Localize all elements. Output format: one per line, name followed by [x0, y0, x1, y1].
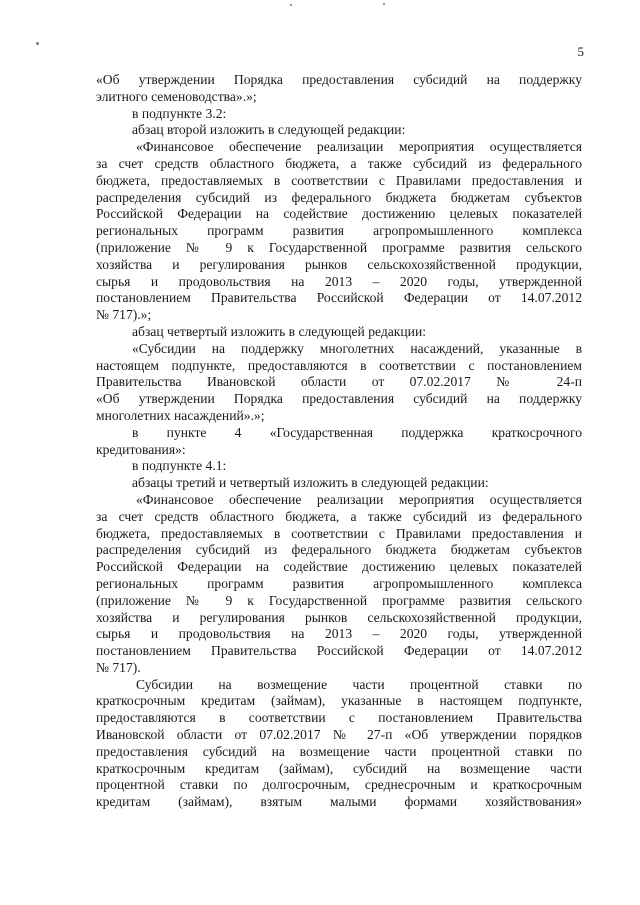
text-line: «Финансовое обеспечение реализации мероприятия осуществляется — [136, 491, 582, 507]
text-line: кредитам (займам), взятым малыми формами хозяйствования» — [96, 794, 582, 810]
text-line: за счет средств областного бюджета, а также субсидий из федерального — [96, 508, 582, 524]
page-number: 5 — [577, 44, 584, 59]
text-line: «Финансовое обеспечение реализации мероприятия осуществляется — [136, 139, 582, 155]
text-line: Ивановской области от 07.02.2017 № 27-п «Об утверждении порядков — [96, 727, 582, 743]
text-line: региональных программ развития агропромышленного комплекса — [96, 223, 582, 239]
text-line: в подпункте 4.1: — [132, 458, 227, 474]
text-line: Субсидии на возмещение части процентной ставки по — [136, 676, 582, 692]
text-line: постановлением Правительства Российской Федерации от 14.07.2012 — [96, 643, 582, 659]
text-line: элитного семеноводства».»; — [96, 88, 257, 104]
text-line: Правительства Ивановской области от 07.02.2017 № 24-п — [96, 374, 582, 390]
text-line: сырья и продовольствия на 2013 – 2020 годы, утвержденной — [96, 273, 582, 289]
text-line: Российской Федерации на содействие достижению целевых показателей — [96, 206, 582, 222]
text-line: «Об утверждении Порядка предоставления субсидий на поддержку — [96, 72, 582, 87]
scan-speck — [383, 3, 385, 5]
text-line: (приложение № 9 к Государственной программе развития сельского — [96, 592, 582, 608]
text-line: абзац второй изложить в следующей редакции: — [132, 122, 406, 138]
text-line: абзацы третий и четвертый изложить в следующей редакции: — [132, 475, 489, 491]
text-line: краткосрочным кредитам (займам), указанные в настоящем подпункте, — [96, 693, 582, 709]
text-line: краткосрочным кредитам (займам), субсидий на возмещение части — [96, 760, 582, 776]
text-line: абзац четвертый изложить в следующей редакции: — [132, 323, 427, 339]
text-line: № 717). — [96, 659, 141, 675]
text-line: в подпункте 3.2: — [132, 105, 227, 121]
scan-speck — [36, 42, 39, 45]
text-line: предоставляются в соответствии с постановлением Правительства — [96, 710, 582, 726]
text-line: (приложение № 9 к Государственной программе развития сельского — [96, 239, 582, 255]
text-line: предоставления субсидий на возмещение части процентной ставки по — [96, 743, 582, 759]
text-line: в пункте 4 «Государственная поддержка краткосрочного — [132, 424, 582, 440]
text-line: процентной ставки по долгосрочным, среднесрочным и краткосрочным — [96, 777, 582, 793]
text-line: кредитования»: — [96, 441, 186, 457]
text-line: «Об утверждении Порядка предоставления субсидий на поддержку — [96, 391, 582, 407]
text-line: региональных программ развития агропромышленного комплекса — [96, 575, 582, 591]
text-line: настоящем подпункте, предоставляются в соответствии с постановлением — [96, 357, 582, 373]
text-line: сырья и продовольствия на 2013 – 2020 годы, утвержденной — [96, 626, 582, 642]
text-line: «Субсидии на поддержку многолетних насаждений, указанные в — [132, 340, 582, 356]
text-line: хозяйства и регулирования рынков сельскохозяйственной продукции, — [96, 609, 582, 625]
text-line: постановлением Правительства Российской Федерации от 14.07.2012 — [96, 290, 582, 306]
text-line: распределения субсидий из федерального бюджета бюджетам субъектов — [96, 542, 582, 558]
text-line: распределения субсидий из федерального бюджета бюджетам субъектов — [96, 189, 582, 205]
document-body — [96, 72, 582, 811]
scan-speck — [290, 4, 292, 6]
text-line: бюджета, предоставляемых в соответствии с Правилами предоставления и — [96, 525, 582, 541]
text-line: № 717).»; — [96, 307, 152, 323]
text-line: хозяйства и регулирования рынков сельскохозяйственной продукции, — [96, 256, 582, 272]
text-line: Российской Федерации на содействие достижению целевых показателей — [96, 559, 582, 575]
text-line: за счет средств областного бюджета, а также субсидий из федерального — [96, 155, 582, 171]
text-line: многолетних насаждений».»; — [96, 407, 265, 423]
text-line: бюджета, предоставляемых в соответствии с Правилами предоставления и — [96, 172, 582, 188]
